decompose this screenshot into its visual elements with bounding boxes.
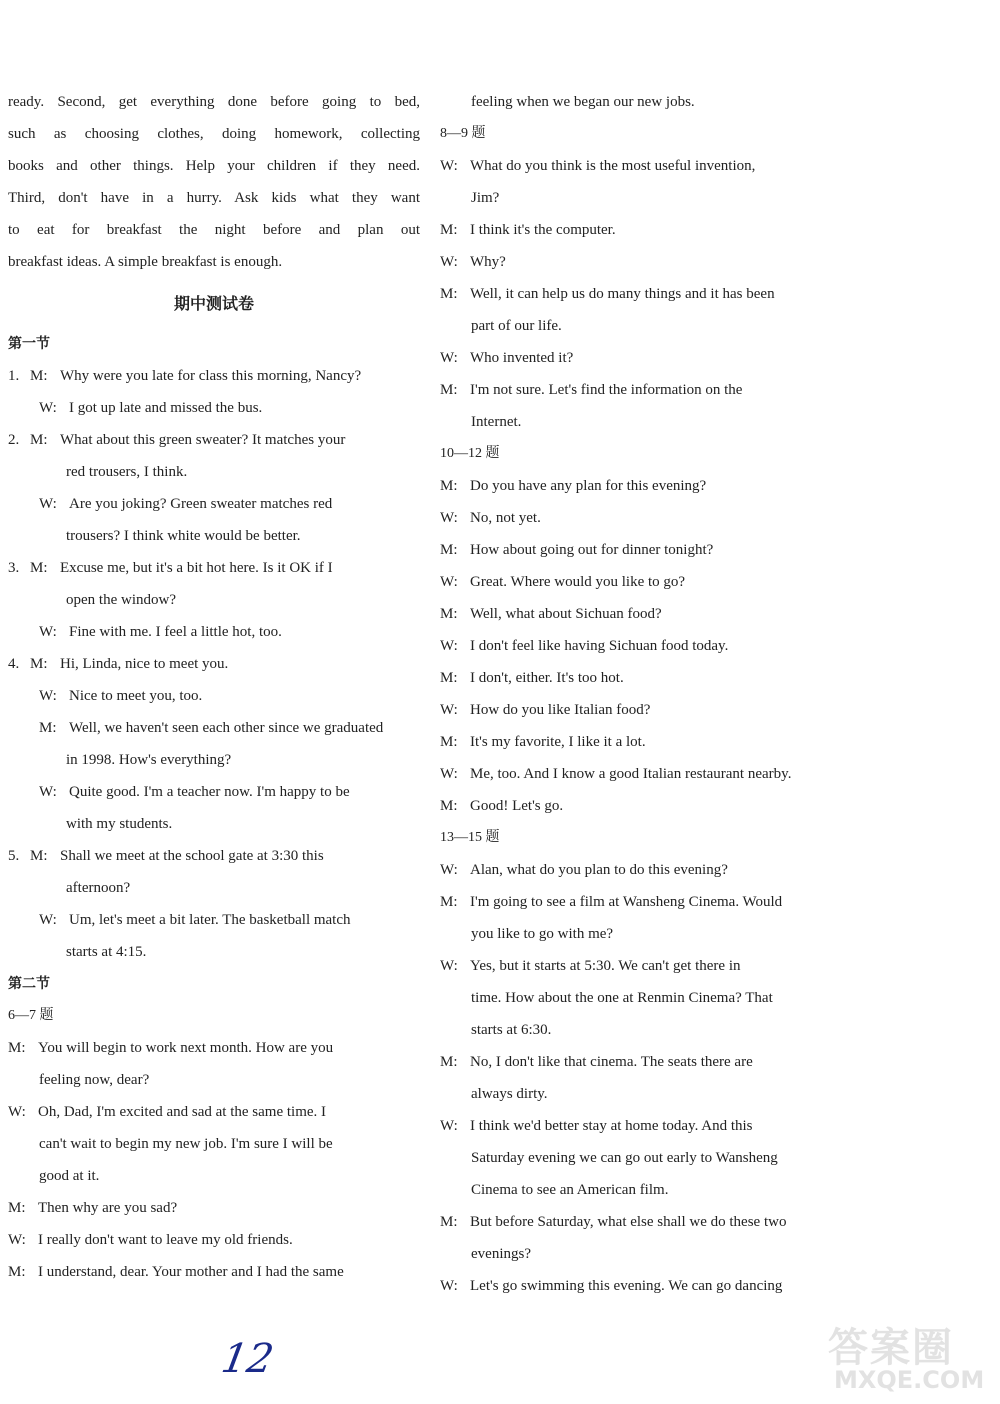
dialogue-text: Let's go swimming this evening. We can go dancing	[470, 1278, 783, 1294]
dialogue-text: Well, we haven't seen each other since we graduated	[69, 720, 384, 736]
dialogue-text: I think we'd better stay at home today. And this	[470, 1118, 753, 1134]
dialogue-line	[440, 374, 852, 406]
dialogue-line	[8, 616, 420, 648]
dialogue-text: I really don't want to leave my old friends.	[38, 1232, 293, 1248]
dialogue-continuation: open the window?	[66, 592, 176, 608]
dialogue-line	[8, 680, 420, 712]
right-column	[440, 86, 852, 1302]
item-number: 1.	[8, 368, 20, 384]
dialogue-line	[8, 424, 420, 456]
dialogue-text: Yes, but it starts at 5:30. We can't get there in	[470, 958, 741, 974]
speaker-label: M:	[440, 670, 458, 686]
dialogue-text: Good! Let's go.	[470, 798, 564, 814]
dialogue-continuation: feeling now, dear?	[39, 1072, 150, 1088]
dialogue-text: Fine with me. I feel a little hot, too.	[69, 624, 282, 640]
dialogue-continuation: Jim?	[471, 190, 500, 206]
dialogue-text: How about going out for dinner tonight?	[470, 542, 714, 558]
dialogue-continuation: time. How about the one at Renmin Cinema? That	[471, 990, 773, 1006]
dialogue-line	[8, 488, 420, 520]
dialogue-line	[440, 566, 852, 598]
dialogue-line	[440, 246, 852, 278]
dialogue-line	[440, 534, 852, 566]
dialogue-text: But before Saturday, what else shall we do these two	[470, 1214, 787, 1230]
dialogue-text: Are you joking? Green sweater matches red	[69, 496, 333, 512]
paragraph-line: breakfast ideas. A simple breakfast is enough.	[8, 254, 283, 270]
speaker-label: M:	[440, 1214, 458, 1230]
dialogue-line	[440, 150, 852, 182]
speaker-label: M:	[440, 606, 458, 622]
dialogue-line	[440, 1270, 852, 1302]
dialogue-text: What do you think is the most useful invention,	[470, 158, 756, 174]
dialogue-continuation: afternoon?	[66, 880, 131, 896]
dialogue-text: I understand, dear. Your mother and I had the same	[38, 1264, 344, 1280]
speaker-label: M:	[30, 368, 48, 384]
speaker-label: M:	[440, 1054, 458, 1070]
speaker-label: M:	[440, 382, 458, 398]
dialogue-line	[440, 886, 852, 918]
section-1-dialogues	[8, 360, 420, 968]
speaker-label: M:	[30, 560, 48, 576]
dialogue-line	[440, 502, 852, 534]
speaker-label: W:	[39, 496, 57, 512]
item-number: 2.	[8, 432, 20, 448]
speaker-label: M:	[8, 1040, 26, 1056]
question-range-label: 8—9 题	[440, 126, 486, 141]
dialogue-line	[8, 904, 420, 936]
speaker-label: W:	[440, 1278, 458, 1294]
dialogue-line	[8, 776, 420, 808]
dialogue-line	[8, 840, 420, 872]
dialogue-line	[440, 854, 852, 886]
dialogue-line	[8, 648, 420, 680]
speaker-label: M:	[8, 1264, 26, 1280]
speaker-label: W:	[440, 958, 458, 974]
dialogue-text: No, not yet.	[470, 510, 541, 526]
speaker-label: W:	[440, 574, 458, 590]
speaker-label: W:	[8, 1104, 26, 1120]
paragraph-line: such as choosing clothes, doing homework, collecting	[8, 126, 420, 142]
speaker-label: W:	[39, 784, 57, 800]
question-range-6-7: 6—7 题	[8, 1008, 54, 1023]
watermark-url: MXQE.COM	[834, 1366, 985, 1394]
dialogue-text: I think it's the computer.	[470, 222, 616, 238]
speaker-label: W:	[39, 912, 57, 928]
dialogue-line	[440, 662, 852, 694]
dialogue-line	[440, 598, 852, 630]
dialogue-text: Well, it can help us do many things and it has been	[470, 286, 775, 302]
speaker-label: W:	[440, 254, 458, 270]
dialogue-line	[440, 1046, 852, 1078]
dialogue-continuation: Cinema to see an American film.	[471, 1182, 669, 1198]
dialogue-continuation: evenings?	[471, 1246, 531, 1262]
item-number: 4.	[8, 656, 20, 672]
dialogue-text: Who invented it?	[470, 350, 574, 366]
speaker-label: W:	[39, 400, 57, 416]
dialogue-text: It's my favorite, I like it a lot.	[470, 734, 646, 750]
speaker-label: M:	[440, 286, 458, 302]
speaker-label: M:	[30, 656, 48, 672]
dialogue-line	[8, 1192, 420, 1224]
dialogue-line	[8, 1256, 420, 1288]
dialogue-line	[8, 552, 420, 584]
speaker-label: M:	[30, 848, 48, 864]
dialogue-line	[440, 694, 852, 726]
dialogue-6-7	[8, 1032, 420, 1288]
dialogue-line	[440, 278, 852, 310]
dialogue-continuation: Saturday evening we can go out early to Wansheng	[471, 1150, 778, 1166]
dialogue-text: Alan, what do you plan to do this evening?	[470, 862, 728, 878]
paragraph-line: books and other things. Help your children if they need.	[8, 158, 420, 174]
dialogue-line	[440, 1110, 852, 1142]
dialogue-text: Why were you late for class this morning, Nancy?	[60, 368, 362, 384]
speaker-label: W:	[440, 638, 458, 654]
dialogue-text: No, I don't like that cinema. The seats there are	[470, 1054, 753, 1070]
paragraph-line: Third, don't have in a hurry. Ask kids what they want	[8, 190, 420, 206]
dialogue-line	[440, 790, 852, 822]
paragraph-line: to eat for breakfast the night before and plan out	[8, 222, 420, 238]
dialogue-line	[440, 758, 852, 790]
dialogue-text: Shall we meet at the school gate at 3:30 this	[60, 848, 324, 864]
dialogue-continuation: in 1998. How's everything?	[66, 752, 232, 768]
dialogue-continuation: good at it.	[39, 1168, 100, 1184]
dialogue-continuation: starts at 6:30.	[471, 1022, 552, 1038]
dialogue-text: Why?	[470, 254, 506, 270]
dialogue-text: Do you have any plan for this evening?	[470, 478, 707, 494]
dialogue-continuation: always dirty.	[471, 1086, 548, 1102]
page-number: 12	[217, 1336, 277, 1382]
speaker-label: W:	[440, 1118, 458, 1134]
item-number: 5.	[8, 848, 20, 864]
dialogue-text: I'm going to see a film at Wansheng Cinema. Would	[470, 894, 783, 910]
dialogue-line	[440, 214, 852, 246]
dialogue-text: I got up late and missed the bus.	[69, 400, 263, 416]
dialogue-text: Excuse me, but it's a bit hot here. Is it OK if I	[60, 560, 333, 576]
dialogue-line	[8, 712, 420, 744]
speaker-label: W:	[440, 766, 458, 782]
dialogue-text: Um, let's meet a bit later. The basketball match	[69, 912, 351, 928]
speaker-label: M:	[440, 734, 458, 750]
question-range-label: 13—15 题	[440, 830, 500, 845]
dialogue-line	[8, 360, 420, 392]
speaker-label: W:	[440, 702, 458, 718]
watermark-text: 答案圈	[828, 1325, 954, 1371]
speaker-label: M:	[440, 798, 458, 814]
dialogue-line	[8, 1224, 420, 1256]
section-1-heading: 第一节	[8, 336, 50, 352]
section-2-heading: 第二节	[8, 976, 50, 992]
item-number: 3.	[8, 560, 20, 576]
speaker-label: M:	[440, 478, 458, 494]
dialogue-line	[8, 1032, 420, 1064]
speaker-label: W:	[440, 862, 458, 878]
speaker-label: W:	[39, 624, 57, 640]
paragraph-line: ready. Second, get everything done before going to bed,	[8, 94, 420, 110]
dialogue-text: Hi, Linda, nice to meet you.	[60, 656, 229, 672]
speaker-label: M:	[440, 542, 458, 558]
dialogue-text: What about this green sweater? It matches your	[60, 432, 346, 448]
dialogue-text: How do you like Italian food?	[470, 702, 651, 718]
dialogue-continuation: feeling when we began our new jobs.	[471, 94, 695, 110]
speaker-label: M:	[39, 720, 57, 736]
intro-paragraph	[8, 86, 420, 278]
speaker-label: W:	[440, 510, 458, 526]
dialogue-text: Great. Where would you like to go?	[470, 574, 686, 590]
watermark	[828, 1316, 996, 1400]
dialogue-continuation: part of our life.	[471, 318, 562, 334]
dialogue-line	[440, 470, 852, 502]
dialogue-line	[440, 342, 852, 374]
speaker-label: M:	[440, 222, 458, 238]
dialogue-line	[440, 726, 852, 758]
dialogue-text: Quite good. I'm a teacher now. I'm happy to be	[69, 784, 350, 800]
dialogue-line	[440, 950, 852, 982]
dialogue-text: I don't feel like having Sichuan food today.	[470, 638, 729, 654]
dialogue-continuation: starts at 4:15.	[66, 944, 147, 960]
dialogue-line	[440, 630, 852, 662]
speaker-label: W:	[39, 688, 57, 704]
dialogue-continuation: you like to go with me?	[471, 926, 614, 942]
speaker-label: W:	[440, 158, 458, 174]
question-range-label: 10—12 题	[440, 446, 500, 461]
dialogue-continuation: red trousers, I think.	[66, 464, 188, 480]
speaker-label: M:	[30, 432, 48, 448]
speaker-label: W:	[8, 1232, 26, 1248]
dialogue-text: You will begin to work next month. How are you	[38, 1040, 334, 1056]
left-column	[8, 86, 420, 1288]
dialogue-text: Then why are you sad?	[38, 1200, 178, 1216]
dialogue-line	[8, 1096, 420, 1128]
dialogue-text: I'm not sure. Let's find the information on the	[470, 382, 743, 398]
speaker-label: M:	[440, 894, 458, 910]
dialogue-line	[440, 1206, 852, 1238]
dialogue-continuation: can't wait to begin my new job. I'm sure I will be	[39, 1136, 333, 1152]
dialogue-text: Nice to meet you, too.	[69, 688, 203, 704]
dialogue-continuation: trousers? I think white would be better.	[66, 528, 301, 544]
dialogue-continuation: Internet.	[471, 414, 522, 430]
speaker-label: M:	[8, 1200, 26, 1216]
dialogue-text: Oh, Dad, I'm excited and sad at the same time. I	[38, 1104, 327, 1120]
dialogue-continuation: with my students.	[66, 816, 173, 832]
dialogue-line	[8, 392, 420, 424]
dialogue-text: Well, what about Sichuan food?	[470, 606, 662, 622]
speaker-label: W:	[440, 350, 458, 366]
dialogue-text: I don't, either. It's too hot.	[470, 670, 624, 686]
page-title: 期中测试卷	[173, 294, 254, 313]
dialogue-text: Me, too. And I know a good Italian restaurant nearby.	[470, 766, 792, 782]
